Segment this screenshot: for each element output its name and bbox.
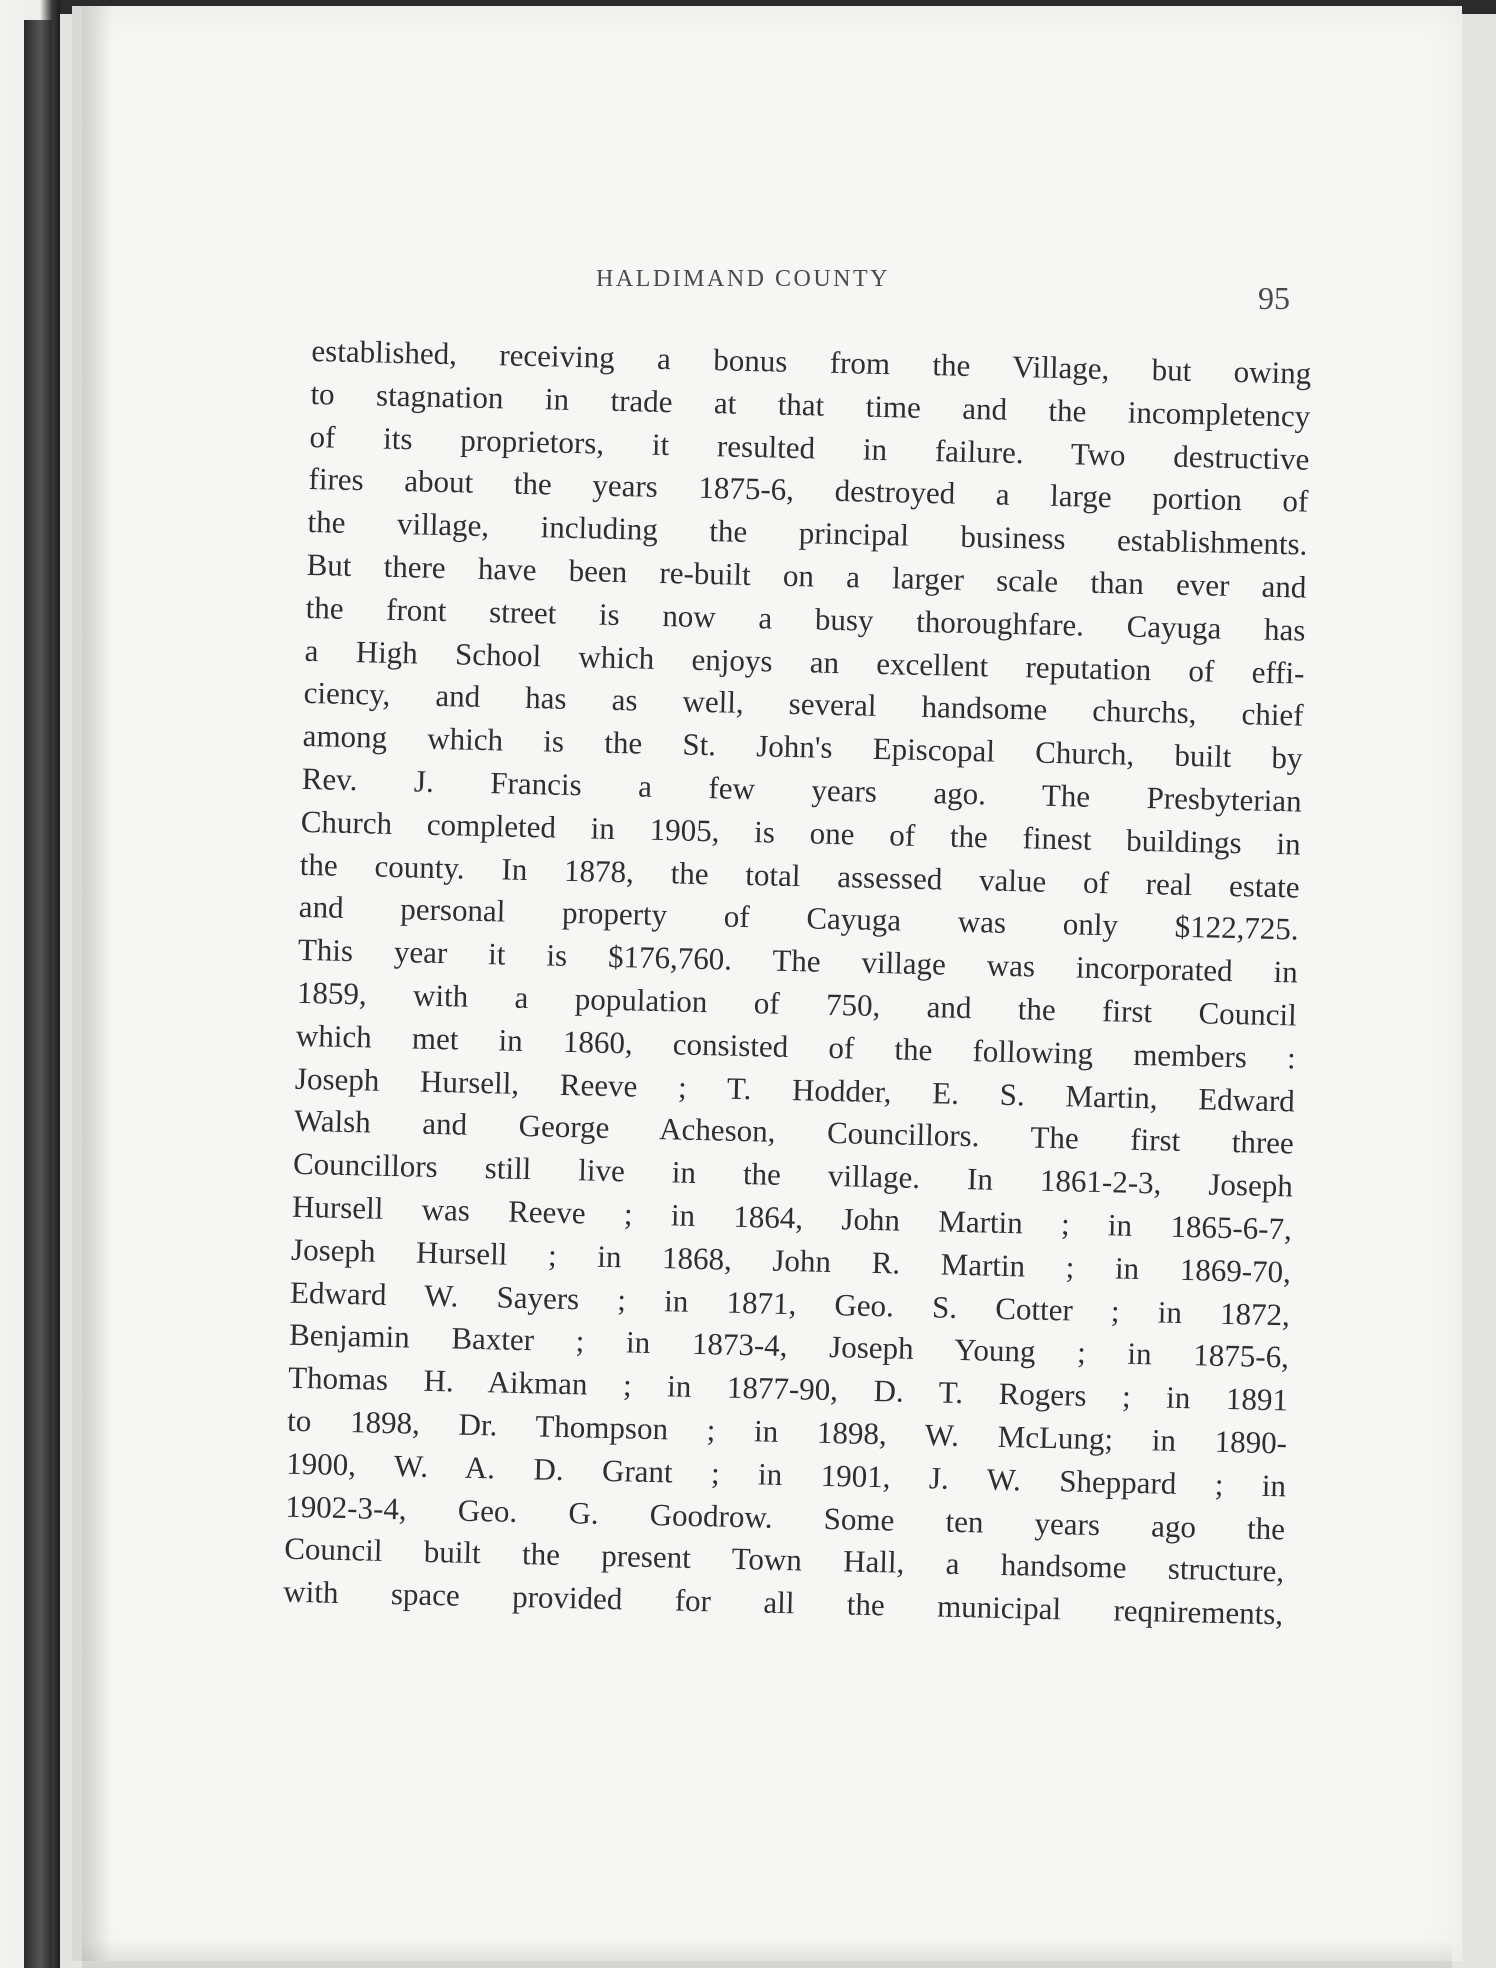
text-line: This year it is $176,760. The village was incorporated in <box>297 932 1299 990</box>
text-line: Edward W. Sayers ; in 1871, Geo. S. Cotter ; in 1872, <box>289 1274 1291 1332</box>
text-line: Councillors still live in the village. In 1861-2-3, Joseph <box>292 1145 1294 1204</box>
text-line: Joseph Hursell ; in 1868, John R. Martin ; in 1869-70, <box>290 1231 1292 1290</box>
text-line: Rev. J. Francis a few years ago. The Presbyterian <box>301 760 1302 819</box>
text-line: Walsh and George Acheson, Councillors. The first three <box>293 1103 1295 1161</box>
text-line: Council built the present Town Hall, a handsome structure, <box>283 1531 1285 1589</box>
text-line: and personal property of Cayuga was only $122,725. <box>298 889 1300 947</box>
text-line: Hursell was Reeve ; in 1864, John Martin ; in 1865-6-7, <box>291 1188 1293 1247</box>
text-line: of its proprietors, it resulted in failure. Two destructive <box>309 418 1310 477</box>
text-line: the village, including the principal business establishments. <box>307 504 1308 562</box>
text-line: to stagnation in trade at that time and the incompletency <box>310 375 1311 434</box>
text-line: a High School which enjoys an excellent reputation of effi- <box>304 632 1305 691</box>
text-line: Thomas H. Aikman ; in 1877-90, D. T. Rogers ; in 1891 <box>287 1359 1289 1418</box>
text-line: established, receiving a bonus from the Village, but owing <box>311 332 1312 391</box>
text-line: with space provided for all the municipal reqnirements, <box>282 1573 1284 1632</box>
page-number: 95 <box>1258 280 1290 316</box>
body-text <box>283 330 1312 1636</box>
text-line: Church completed in 1905, is one of the finest buildings in <box>300 803 1301 862</box>
text-line: to 1898, Dr. Thompson ; in 1898, W. McLung; in 1890- <box>286 1402 1288 1461</box>
page-bottom-shadow <box>82 1940 1452 1968</box>
text-line: 1900, W. A. D. Grant ; in 1901, J. W. Sheppard ; in <box>285 1445 1287 1504</box>
text-line: But there have been re-built on a larger scale than ever and <box>306 546 1307 605</box>
text-line: ciency, and has as well, several handsome churchs, chief <box>303 675 1304 733</box>
book-binding <box>24 20 52 1968</box>
text-line: among which is the St. John's Episcopal Church, built by <box>302 718 1303 776</box>
text-line: 1902-3-4, Geo. G. Goodrow. Some ten years ago the <box>284 1488 1286 1546</box>
text-line: fires about the years 1875-6, destroyed a large portion of <box>308 461 1309 520</box>
text-line: Benjamin Baxter ; in 1873-4, Joseph Young ; in 1875-6, <box>288 1317 1290 1375</box>
text-line: 1859, with a population of 750, and the first Council <box>296 974 1298 1033</box>
text-line: the front street is now a busy thoroughfare. Cayuga has <box>305 589 1306 648</box>
page-fold-shadow <box>82 6 112 1961</box>
running-head: HALDIMAND COUNTY <box>596 266 890 292</box>
text-line: the county. In 1878, the total assessed value of real estate <box>299 846 1301 905</box>
text-line: Joseph Hursell, Reeve ; T. Hodder, E. S. Martin, Edward <box>294 1060 1296 1119</box>
text-line: which met in 1860, consisted of the following members : <box>295 1017 1297 1076</box>
